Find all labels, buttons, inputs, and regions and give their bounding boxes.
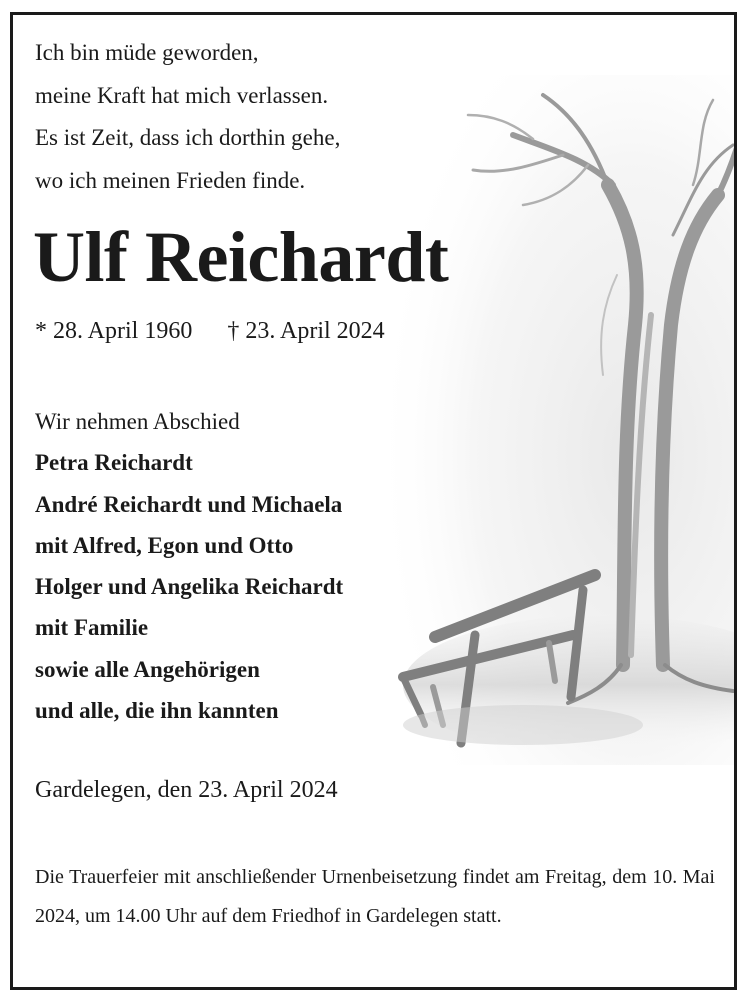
mourner-name: Holger und Angelika Reichardt <box>35 574 344 600</box>
tree-and-bench-icon <box>373 75 737 765</box>
life-dates <box>35 318 385 345</box>
mourner-name: mit Alfred, Egon und Otto <box>35 532 294 558</box>
mourner-name: Petra Reichardt <box>35 450 193 476</box>
funeral-notice: Die Trauerfeier mit anschließender Urnenbeisetzung findet am Freitag, dem 10. Mai 2024, um 14.00 Uhr auf dem Friedhof in Gardelegen statt. <box>35 866 715 927</box>
poem-line: meine Kraft hat mich verlassen. <box>35 82 329 108</box>
poem-line: wo ich meinen Frieden finde. <box>35 167 306 193</box>
deceased-name: Ulf Reichardt <box>33 217 449 297</box>
poem-line: Ich bin müde geworden, <box>35 40 259 65</box>
mourners-list <box>35 401 343 731</box>
death-date: † 23. April 2024 <box>227 318 385 344</box>
mourner-name: und alle, die ihn kannten <box>35 698 279 724</box>
mourner-name: mit Familie <box>35 615 149 641</box>
place-and-date: Gardelegen, den 23. April 2024 <box>35 777 338 803</box>
poem <box>35 32 340 202</box>
mourner-name: André Reichardt und Michaela <box>35 491 343 517</box>
mourners-intro: Wir nehmen Abschied <box>35 409 240 434</box>
poem-line: Es ist Zeit, dass ich dorthin gehe, <box>35 125 341 150</box>
birth-date: * 28. April 1960 <box>35 318 193 344</box>
mourner-name: sowie alle Angehörigen <box>35 656 260 682</box>
obituary-frame <box>10 12 737 990</box>
